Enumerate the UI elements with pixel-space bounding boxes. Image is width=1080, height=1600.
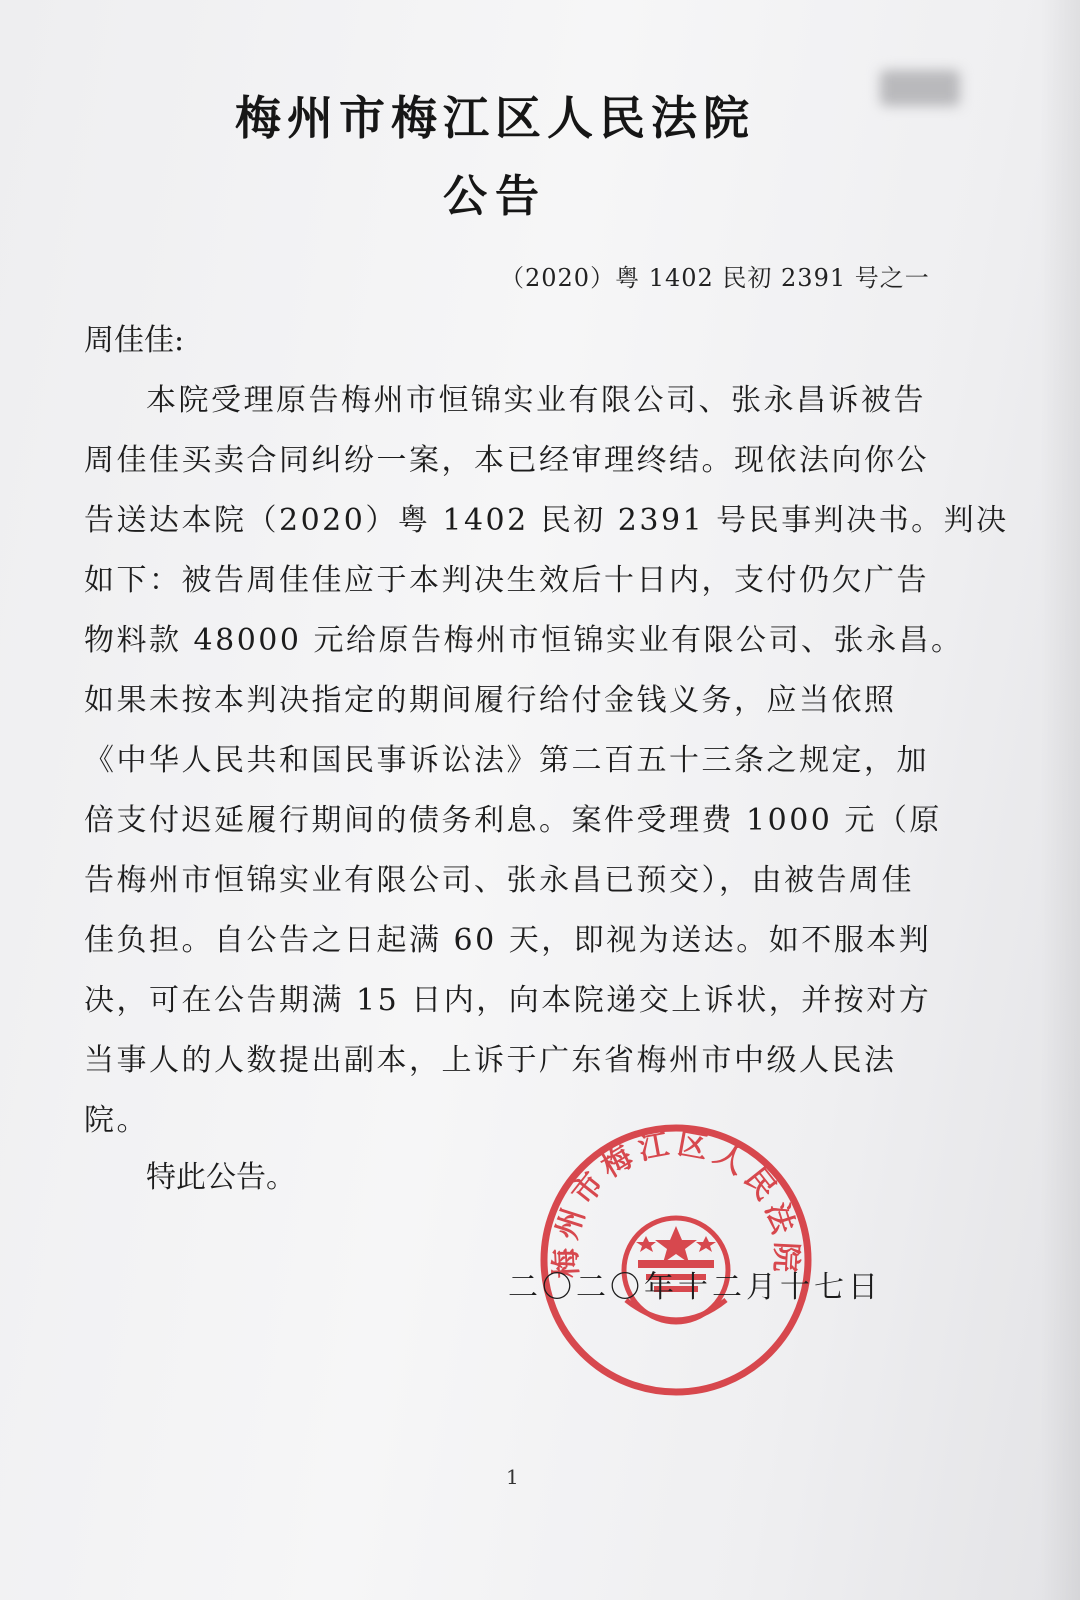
court-name: 梅州市梅江区人民法院	[235, 91, 755, 145]
issue-date: 二〇二〇年十二月十七日	[508, 1270, 882, 1305]
body-line: 如下：被告周佳佳应于本判决生效后十日内，支付仍欠广告	[84, 563, 929, 598]
body-line: 院。	[84, 1103, 149, 1138]
closing-statement: 特此公告。	[146, 1160, 296, 1195]
case-number: （2020）粤 1402 民初 2391 号之一	[500, 264, 930, 292]
body-line: 当事人的人数提出副本，上诉于广东省梅州市中级人民法	[84, 1043, 897, 1078]
body-line: 周佳佳买卖合同纠纷一案，本已经审理终结。现依法向你公	[84, 443, 929, 478]
body-line: 佳负担。自公告之日起满 60 天，即视为送达。如不服本判	[84, 923, 932, 958]
court-seal-icon	[536, 1120, 816, 1400]
body-line: 告梅州市恒锦实业有限公司、张永昌已预交），由被告周佳	[84, 863, 914, 898]
body-line: 决，可在公告期满 15 日内，向本院递交上诉状，并按对方	[84, 983, 932, 1018]
page-shadow	[1040, 0, 1080, 1600]
body-line: 《中华人民共和国民事诉讼法》第二百五十三条之规定，加	[84, 743, 929, 778]
body-line: 物料款 48000 元给原告梅州市恒锦实业有限公司、张永昌。	[84, 623, 964, 658]
addressee: 周佳佳:	[84, 323, 185, 358]
document-type: 公告	[443, 171, 547, 222]
svg-text:梅州市梅江区人民法院: 梅州市梅江区人民法院	[548, 1126, 804, 1279]
body-line: 如果未按本判决指定的期间履行给付金钱义务，应当依照	[84, 683, 897, 718]
page-number: 1	[506, 1465, 519, 1489]
body-line: 本院受理原告梅州市恒锦实业有限公司、张永昌诉被告	[146, 383, 926, 418]
body-line: 告送达本院（2020）粤 1402 民初 2391 号民事判决书。判决	[84, 503, 1009, 538]
body-line: 倍支付迟延履行期间的债务利息。案件受理费 1000 元（原	[84, 803, 942, 838]
